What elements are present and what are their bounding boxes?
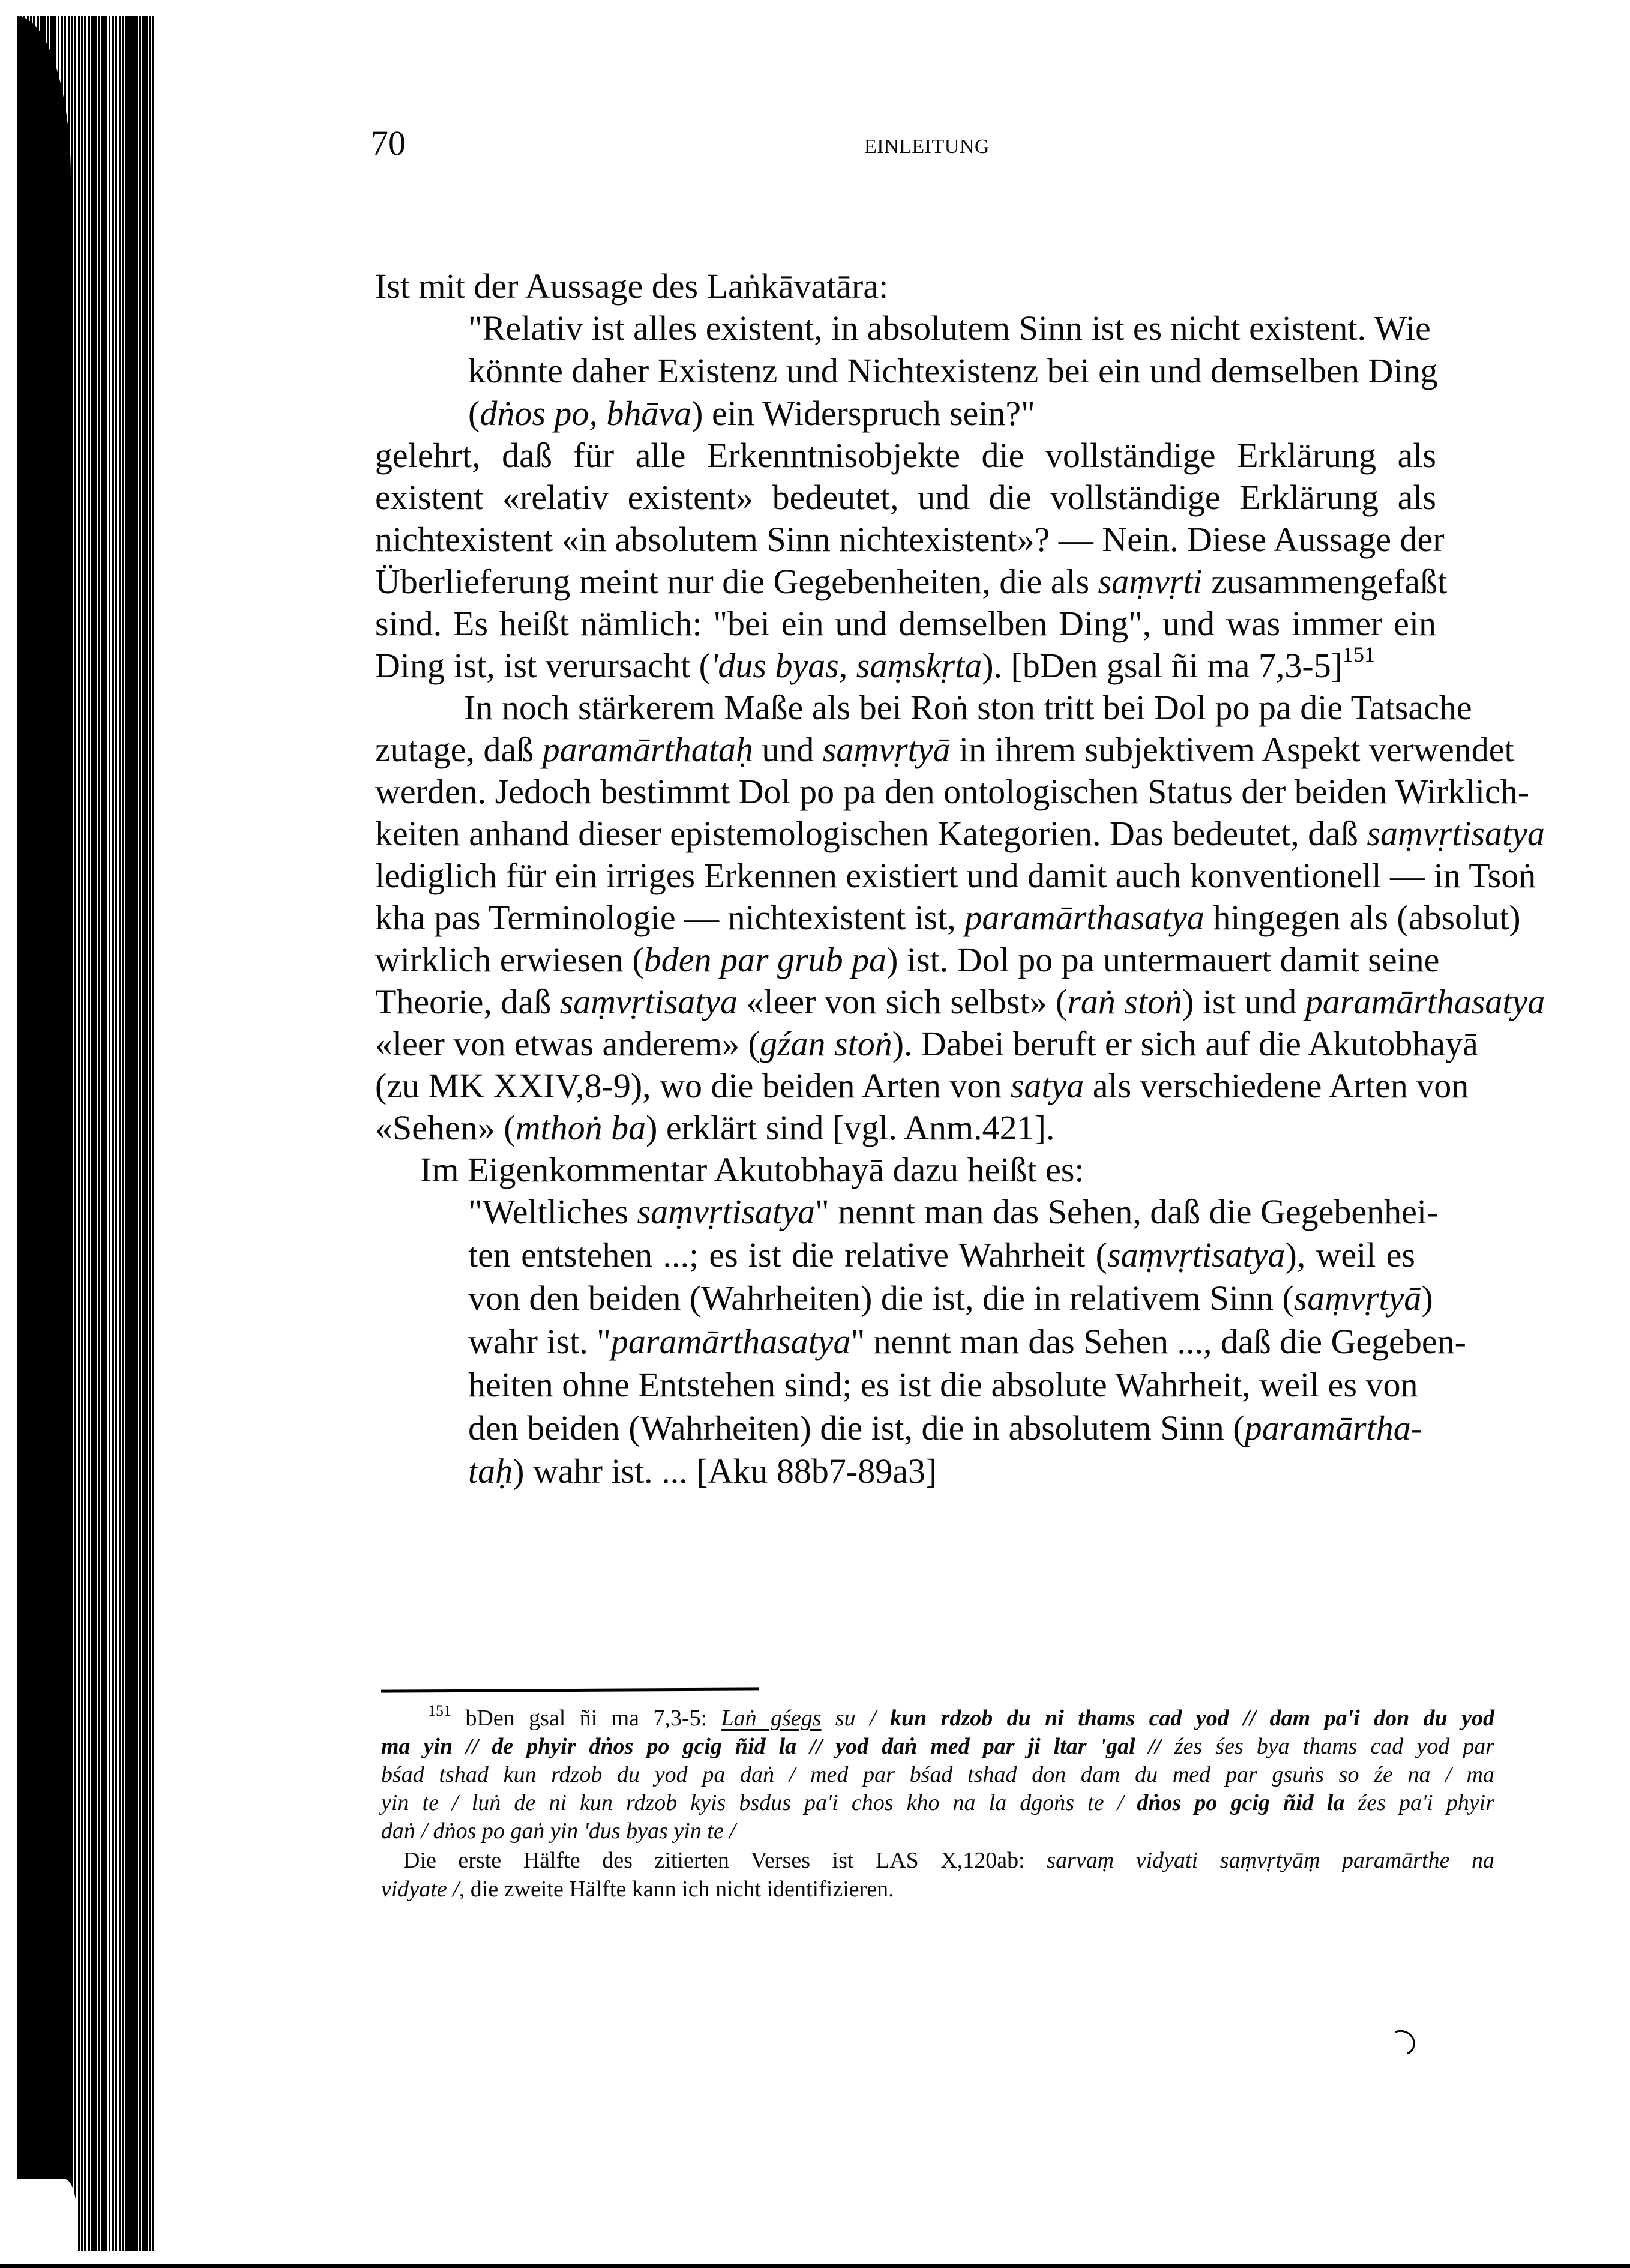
- body-line: gelehrt, daß für alle Erkenntnisobjekte die vollständige Erklärung als: [375, 436, 1436, 475]
- footnote-number: 151: [428, 1702, 451, 1719]
- body-line: (zu MK XXIV,8-9), wo die beiden Arten von satya als verschiedene Arten von: [375, 1066, 1469, 1105]
- quote-line: ten entstehen ...; es ist die relative Wahrheit (saṃvṛtisatya), weil es: [468, 1235, 1415, 1274]
- quote-line: "Relativ ist alles existent, in absolutem Sinn ist es nicht existent. Wie: [468, 309, 1431, 348]
- body-line: «Sehen» (mthoṅ ba) erklärt sind [vgl. Anm.421].: [375, 1108, 1055, 1147]
- body-line: «leer von etwas anderem» (gźan stoṅ). Dabei beruft er sich auf die Akutobhayā: [375, 1024, 1478, 1063]
- book-spine-edge-lines: [150, 16, 154, 2251]
- quote-line: von den beiden (Wahrheiten) die ist, die in relativem Sinn (saṃvṛtyā): [468, 1279, 1433, 1318]
- footnote-151-line: yin te / luṅ de ni kun rdzob kyis bsdus pa'i chos kho na la dgoṅs te / dṅos po gcig ñid la źes pa'i phyir: [381, 1790, 1495, 1815]
- body-line: keiten anhand dieser epistemologischen Kategorien. Das bedeutet, daß saṃvṛtisatya: [375, 814, 1545, 853]
- body-line: nichtexistent «in absolutem Sinn nichtexistent»? — Nein. Diese Aussage der: [375, 520, 1445, 559]
- body-line: wirklich erwiesen (bden par grub pa) ist. Dol po pa untermauert damit seine: [375, 940, 1440, 979]
- footnote-151-line: bśad tshad kun rdzob du yod pa daṅ / med par bśad tshad don dam du med par gsuṅs so źe na / ma: [381, 1762, 1494, 1787]
- body-line: zutage, daß paramārthataḥ und saṃvṛtyā in ihrem subjektivem Aspekt verwendet: [375, 730, 1514, 769]
- body-line: werden. Jedoch bestimmt Dol po pa den ontologischen Status der beiden Wirklich-: [375, 772, 1530, 811]
- quote-line: "Weltliches saṃvṛtisatya" nennt man das Sehen, daß die Gegebenhei-: [468, 1192, 1439, 1231]
- body-line: Überlieferung meint nur die Gegebenheiten, die als saṃvṛti zusammengefaßt: [375, 562, 1448, 601]
- body-line: existent «relativ existent» bedeutet, und die vollständige Erklärung als: [375, 478, 1436, 517]
- page-number: 70: [371, 124, 406, 163]
- footnote-151-line: ma yin // de phyir dṅos po gcig ñid la // yod daṅ med par ji ltar 'gal // źes śes bya thams cad yod par: [381, 1734, 1494, 1759]
- book-spine-foot: [17, 2179, 77, 2252]
- footnote-151-line: $^{151}$ bDen gsal ñi ma 7,3-5: Laṅ gśegs su / kun rdzob du ni thams cad yod // dam pa'i don du yod: [428, 1702, 1494, 1731]
- quote-line: heiten ohne Entstehen sind; es ist die absolute Wahrheit, weil es von: [468, 1365, 1418, 1404]
- footnote-151-line: daṅ / dṅos po gaṅ yin 'dus byas yin te /: [381, 1818, 736, 1844]
- body-line: sind. Es heißt nämlich: "bei ein und demselben Ding", und was immer ein: [375, 604, 1436, 643]
- scan-bottom-bar: [0, 2264, 1630, 2268]
- running-head-title: EINLEITUNG: [864, 136, 990, 158]
- body-line: lediglich für ein irriges Erkennen existiert und damit auch konventionell — in Tsoṅ: [375, 856, 1536, 895]
- book-spine-dark: [17, 16, 71, 2251]
- body-line: Theorie, daß saṃvṛtisatya «leer von sich selbst» (raṅ stoṅ) ist und paramārthasatya: [375, 982, 1545, 1021]
- footnote-151-line: Die erste Hälfte des zitierten Verses ist LAS X,120ab: sarvaṃ vidyati saṃvṛtyāṃ paramārthe na: [403, 1848, 1495, 1873]
- quote-line: wahr ist. "paramārthasatya" nennt man das Sehen ..., daß die Gegeben-: [468, 1322, 1466, 1361]
- quote-line: könnte daher Existenz und Nichtexistenz bei ein und demselben Ding: [468, 351, 1438, 390]
- book-spine-edge: [127, 16, 138, 2251]
- footnote-151-line: vidyate /, die zweite Hälfte kann ich nicht identifizieren.: [381, 1877, 894, 1902]
- quote-line: (dṅos po, bhāva) ein Widerspruch sein?": [468, 394, 1035, 433]
- quote-line: den beiden (Wahrheiten) die ist, die in absolutem Sinn (paramārtha-: [468, 1408, 1423, 1447]
- footnote-ref-151[interactable]: 151: [1343, 642, 1376, 666]
- quote-line: taḥ) wahr ist. ... [Aku 88b7-89a3]: [468, 1452, 937, 1491]
- body-line: Im Eigenkommentar Akutobhayā dazu heißt es:: [420, 1150, 1084, 1189]
- body-line: In noch stärkerem Maße als bei Roṅ ston tritt bei Dol po pa die Tatsache: [464, 688, 1472, 727]
- body-line: Ding ist, ist verursacht ('dus byas, saṃskṛta). [bDen gsal ñi ma 7,3-5]$^{151}$: [375, 642, 1376, 685]
- body-line: kha pas Terminologie — nichtexistent ist, paramārthasatya hingegen als (absolut): [375, 898, 1521, 937]
- pencil-mark: [1384, 2026, 1419, 2059]
- footnote-rule: [381, 1687, 759, 1692]
- body-line: Ist mit der Aussage des Laṅkāvatāra:: [375, 267, 889, 306]
